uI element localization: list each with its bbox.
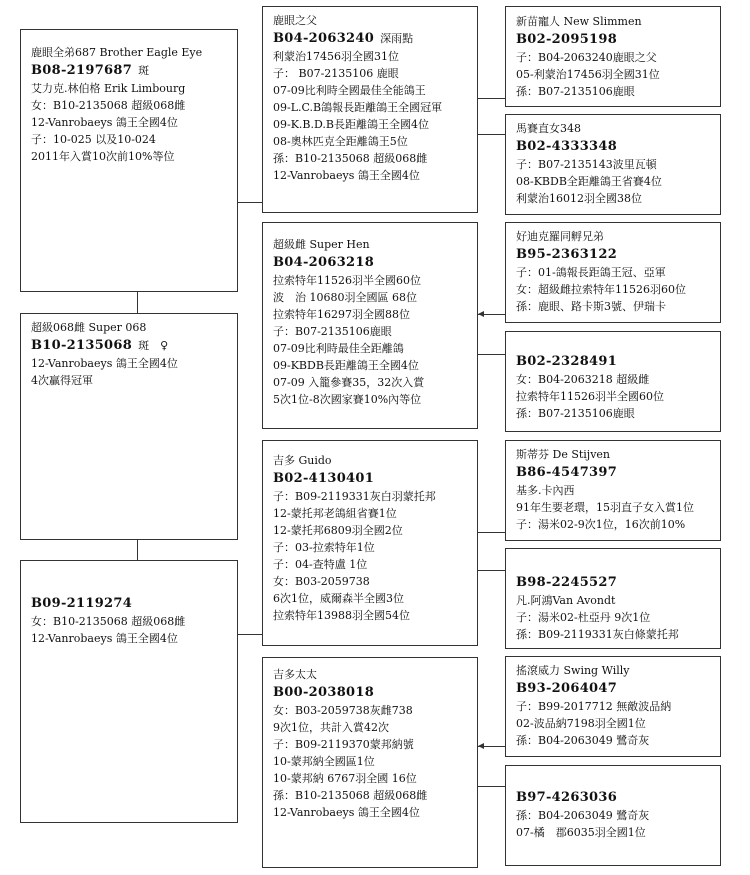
pedigree-card-gen3-5 <box>505 440 721 541</box>
ring-number-text: B02-2095198 <box>516 32 618 47</box>
ring-number-text: B97-4263036 <box>516 790 618 805</box>
pedigree-card-gen3-4 <box>505 331 721 432</box>
connector-line <box>137 292 138 313</box>
ring-number-text: B04-2063240 <box>273 31 375 46</box>
record-line: 利蒙治17456羽全國31位 <box>273 50 399 63</box>
connector-line <box>137 540 138 560</box>
card-name-line: 鹿眼之父 <box>273 14 317 27</box>
record-line: 孫：B04-2063049 鷺奇灰 <box>516 734 650 747</box>
record-line: 07-09比利時全國最佳全能鴿王 <box>273 84 426 97</box>
record-line: 子：湯米02-杜亞丹 9次1位 <box>516 611 651 624</box>
card-name-line: 吉多 Guido <box>273 454 332 467</box>
record-line: 02-波品納7198羽全國1位 <box>516 717 646 730</box>
connector-line <box>238 202 262 203</box>
record-line: 5次1位-8次國家賽10%內等位 <box>273 393 422 406</box>
record-line: 6次1位，威爾森半全國3位 <box>273 592 404 605</box>
ring-number <box>31 61 231 80</box>
record-line: 女：B03-2059738灰雌738 <box>273 704 413 717</box>
ring-number <box>273 683 471 702</box>
record-line: 2011年入賞10次前10%等位 <box>31 150 175 163</box>
ring-number <box>516 245 714 264</box>
record-line: 12-蒙托邦老鴿組省賽1位 <box>273 507 397 520</box>
connector-line <box>478 570 505 571</box>
pedigree-card-subject <box>20 29 238 292</box>
card-name-line: 新苗寵人 New Slimmen <box>516 15 642 28</box>
record-line: 12-蒙托邦6809羽全國2位 <box>273 524 403 537</box>
record-line: 子：B09-2119331灰白羽蒙托邦 <box>273 490 436 503</box>
record-line: 子：B04-2063240鹿眼之父 <box>516 51 657 64</box>
record-line: 拉索特年16297羽全國88位 <box>273 308 410 321</box>
record-line: 基多.卡內西 <box>516 484 575 497</box>
record-line: 孫：B09-2119331灰白條蒙托邦 <box>516 628 679 641</box>
connector-line <box>478 786 505 787</box>
color-sex-label: 斑 <box>138 64 150 77</box>
ring-number <box>273 29 471 48</box>
ring-number-text: B93-2064047 <box>516 681 618 696</box>
record-line: 子：B07-2135143波里瓦頓 <box>516 158 657 171</box>
pedigree-card-gen3-7 <box>505 656 721 757</box>
card-name-line: 馬賽直女348 <box>516 122 581 135</box>
color-sex-label: 斑 ♀ <box>138 339 169 352</box>
record-line: 凡.阿鴻Van Avondt <box>516 594 616 607</box>
record-line: 09-K.B.D.B長距離鴿王全國4位 <box>273 118 430 131</box>
record-line: 孫：B07-2135106鹿眼 <box>516 407 635 420</box>
record-line: 91年生要老環，15羽直子女入賞1位 <box>516 501 694 514</box>
record-line: 4次贏得冠軍 <box>31 374 93 387</box>
connector-line <box>478 98 505 99</box>
pedigree-card-dam <box>20 313 238 540</box>
ring-number <box>31 594 231 613</box>
record-line: 拉索特年11526羽半全國60位 <box>516 390 664 403</box>
record-line: 子：B09-2119370蒙邦納號 <box>273 738 414 751</box>
ring-number <box>516 788 714 807</box>
record-line: 12-Vanrobaeys 鴿王全國4位 <box>31 116 178 129</box>
record-line: 孫：B04-2063049 鷺奇灰 <box>516 809 650 822</box>
pedigree-card-gen2-2 <box>262 222 478 429</box>
pedigree-card-gen3-8 <box>505 765 721 866</box>
arrow-icon <box>478 311 484 317</box>
ring-number <box>516 352 714 371</box>
record-line: 拉索特年13988羽全國54位 <box>273 609 410 622</box>
record-line: 波 治 10680羽全國區 68位 <box>273 291 417 304</box>
card-name-line: 搖滾威力 Swing Willy <box>516 664 630 677</box>
record-line: 子： B07-2135106 鹿眼 <box>273 67 399 80</box>
record-line: 12-Vanrobaeys 鴿王全國4位 <box>273 169 420 182</box>
record-line: 子：01-鴿報長距鴿王冠、亞軍 <box>516 266 666 279</box>
card-name-line: 斯蒂芬 De Stijven <box>516 448 611 461</box>
ring-number-text: B00-2038018 <box>273 685 375 700</box>
card-name-line: 超級雌 Super Hen <box>273 238 370 251</box>
record-line: 子：10-025 以及10-024 <box>31 133 156 146</box>
record-line: 09-KBDB長距離鴿王全國4位 <box>273 359 419 372</box>
record-line: 08-奧林匹克全距離鴿王5位 <box>273 135 408 148</box>
record-line: 子：03-拉索特年1位 <box>273 541 375 554</box>
record-line: 女：B03-2059738 <box>273 575 370 588</box>
card-name-line: 吉多太太 <box>273 668 317 681</box>
ring-number-text: B86-4547397 <box>516 465 618 480</box>
card-name-line: 鹿眼全弟687 Brother Eagle Eye <box>31 46 203 59</box>
record-line: 子：湯米02-9次1位，16次前10% <box>516 518 686 531</box>
record-line: 艾力克.林伯格 Erik Limbourg <box>31 82 186 95</box>
record-line: 孫：B10-2135068 超級068雌 <box>273 789 428 802</box>
record-line: 07-09 入籠參賽35，32次入賞 <box>273 376 425 389</box>
record-line: 利蒙治16012羽全國38位 <box>516 192 642 205</box>
record-line: 07-橘 郡6035羽全國1位 <box>516 826 646 839</box>
record-line: 孫：B10-2135068 超級068雌 <box>273 152 428 165</box>
ring-number-text: B09-2119274 <box>31 596 133 611</box>
ring-number-text: B08-2197687 <box>31 63 133 78</box>
pedigree-card-gen3-6 <box>505 548 721 649</box>
pedigree-card-sire <box>20 560 238 823</box>
ring-number <box>516 573 714 592</box>
record-line: 女：B10-2135068 超級068雌 <box>31 615 186 628</box>
ring-number <box>516 30 714 49</box>
record-line: 女：B04-2063218 超級雌 <box>516 373 650 386</box>
record-line: 9次1位，共計入賞42次 <box>273 721 389 734</box>
ring-number-text: B02-4333348 <box>516 139 618 154</box>
record-line: 孫：B07-2135106鹿眼 <box>516 85 635 98</box>
record-line: 女：超級雌拉索特年11526羽60位 <box>516 283 686 296</box>
card-name-line: 超級068雌 Super 068 <box>31 321 147 334</box>
record-line: 12-Vanrobaeys 鴿王全國4位 <box>273 806 420 819</box>
ring-number <box>273 253 471 272</box>
ring-number-text: B02-2328491 <box>516 354 618 369</box>
ring-number-text: B10-2135068 <box>31 338 133 353</box>
ring-number-text: B98-2245527 <box>516 575 618 590</box>
record-line: 12-Vanrobaeys 鴿王全國4位 <box>31 632 178 645</box>
pedigree-card-gen2-4 <box>262 657 478 868</box>
card-name-line: 好迪克羅同孵兄弟 <box>516 230 604 243</box>
connector-line <box>478 134 505 135</box>
record-line: 子：B99-2017712 無敵波品納 <box>516 700 672 713</box>
record-line: 孫：鹿眼、路卡斯3號、伊瑞卡 <box>516 300 666 313</box>
ring-number <box>516 463 714 482</box>
ring-number <box>31 336 231 355</box>
connector-line <box>238 634 262 635</box>
arrow-icon <box>478 743 484 749</box>
ring-number <box>516 679 714 698</box>
ring-number-text: B95-2363122 <box>516 247 618 262</box>
connector-line <box>478 354 505 355</box>
pedigree-card-gen3-3 <box>505 222 721 323</box>
ring-number-text: B04-2063218 <box>273 255 375 270</box>
record-line: 09-L.C.B鴿報長距離鴿王全國冠軍 <box>273 101 443 114</box>
ring-number <box>516 137 714 156</box>
pedigree-card-gen3-1 <box>505 6 721 107</box>
record-line: 10-蒙邦納全國區1位 <box>273 755 375 768</box>
record-line: 08-KBDB全距離鴿王省賽4位 <box>516 175 662 188</box>
pedigree-card-gen2-1 <box>262 6 478 213</box>
connector-line <box>478 532 505 533</box>
color-sex-label: 深雨點 <box>380 32 414 45</box>
ring-number-text: B02-4130401 <box>273 471 375 486</box>
pedigree-card-gen3-2 <box>505 114 721 215</box>
record-line: 07-09比利時最佳全距離鴿 <box>273 342 404 355</box>
pedigree-card-gen2-3 <box>262 440 478 646</box>
record-line: 子：04-查特盧 1位 <box>273 558 368 571</box>
ring-number <box>273 469 471 488</box>
record-line: 10-蒙邦納 6767羽全國 16位 <box>273 772 417 785</box>
record-line: 拉索特年11526羽半全國60位 <box>273 274 421 287</box>
record-line: 05-利蒙治17456羽全國31位 <box>516 68 660 81</box>
record-line: 12-Vanrobaeys 鴿王全國4位 <box>31 357 178 370</box>
record-line: 女：B10-2135068 超級068雌 <box>31 99 186 112</box>
record-line: 子：B07-2135106鹿眼 <box>273 325 392 338</box>
